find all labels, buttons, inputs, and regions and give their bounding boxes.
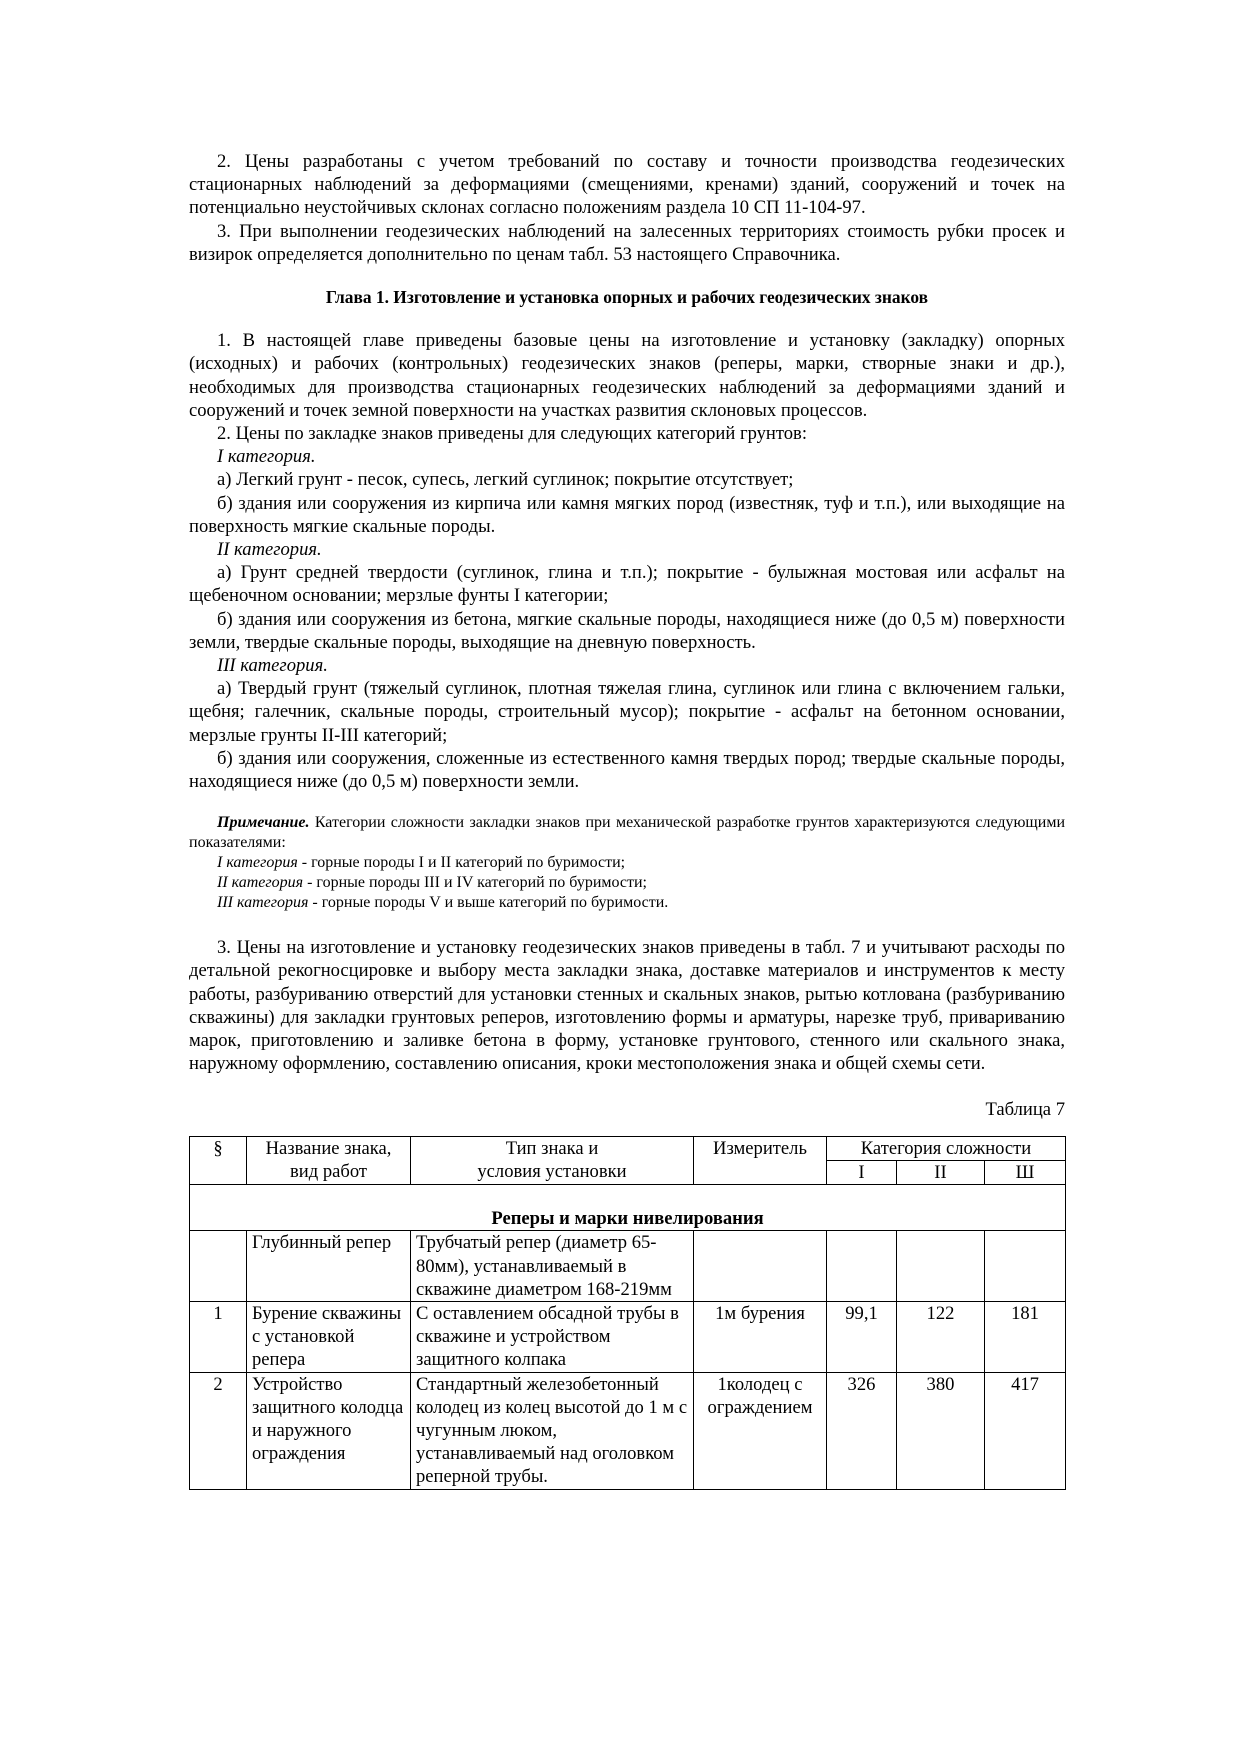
table-caption: Таблица 7 — [985, 1098, 1065, 1120]
category-1-item-a: а) Легкий грунт - песок, супесь, легкий суглинок; покрытие отсутствует; — [217, 469, 794, 491]
cell-unit — [694, 1231, 827, 1302]
cell-cat-ii: 380 — [897, 1372, 985, 1489]
cell-num: 2 — [190, 1372, 247, 1489]
header-category: Категория сложности — [827, 1136, 1066, 1160]
header-cat-i: I — [827, 1160, 897, 1184]
cell-type: Трубчатый репер (диаметр 65-80мм), устанавливаемый в скважине диаметром 168-219мм — [411, 1231, 694, 1302]
header-type — [411, 1136, 694, 1184]
note-line-2 — [189, 873, 1065, 893]
cell-cat-iii: 181 — [985, 1301, 1066, 1372]
category-2-item-b: б) здания или сооружения из бетона, мягкие скальные породы, находящиеся ниже (до 0,5 м) поверхности земли, твердые скальные породы, выходящие на дневную поверхность. — [189, 608, 1065, 653]
cell-num — [190, 1231, 247, 1302]
cell-cat-ii: 122 — [897, 1301, 985, 1372]
table-section-row — [190, 1185, 1066, 1231]
chapter-title: Глава 1. Изготовление и установка опорных и рабочих геодезических знаков — [325, 287, 929, 308]
table-row — [190, 1231, 1066, 1302]
note-line-2-category: II категория — [217, 874, 304, 892]
header-name-line-2: вид работ — [289, 1160, 368, 1182]
category-2-label: II категория. — [217, 539, 322, 561]
cell-cat-iii — [985, 1231, 1066, 1302]
document-page — [189, 150, 1065, 1490]
chapter-paragraph-1: 1. В настоящей главе приведены базовые цены на изготовление и установку (закладку) опорных (исходных) и рабочих (контрольных) геодезических знаков (реперы, марки, створные знаки и др.), необходимых для производства стационарных геодезических наблюдений за деформациями зданий и сооружений и точек земной поверхности на участках развития склоновых процессов. — [189, 330, 1065, 421]
cell-name: Глубинный репер — [247, 1231, 411, 1302]
section-title: Реперы и марки нивелирования — [190, 1185, 1066, 1231]
table-row — [190, 1372, 1066, 1489]
note-line-3 — [189, 893, 1065, 913]
note-block — [189, 813, 1065, 913]
cell-cat-iii: 417 — [985, 1372, 1066, 1489]
cell-type: С оставлением обсадной трубы в скважине и устройством защитного колпака — [411, 1301, 694, 1372]
header-name — [247, 1136, 411, 1184]
cell-num: 1 — [190, 1301, 247, 1372]
note-line-2-text: - горные породы III и IV категорий по буримости; — [303, 874, 647, 892]
paragraph-3: 3. Цены на изготовление и установку геодезических знаков приведены в табл. 7 и учитывают расходы по детальной рекогносцировке и выбору места закладки знака, доставке материалов и инструментов к месту работы, разбуриванию отверстий для установки стенных и скальных знаков, рытью котлована (разбуриванию скважины) для закладки грунтовых реперов, изготовлению формы и арматуры, нарезке труб, привариванию марок, приготовлению и заливке бетона в форму, установке грунтового, стенного или скального знака, наружному оформлению, составлению описания, кроки местоположения знака и общей схемы сети. — [189, 937, 1065, 1075]
category-2-item-a: а) Грунт средней твердости (суглинок, глина и т.п.); покрытие - булыжная мостовая или асфальт на щебеночном основании; мерзлые фунты I категории; — [189, 562, 1065, 607]
category-3-label: III категория. — [217, 655, 328, 677]
header-cat-iii: Ш — [985, 1160, 1066, 1184]
header-num: § — [190, 1136, 247, 1184]
cell-unit: 1колодец с ограждением — [694, 1372, 827, 1489]
category-3-item-a: а) Твердый грунт (тяжелый суглинок, плотная тяжелая глина, суглинок или глина с включением гальки, щебня; галечник, скальные породы, строительный мусор); покрытие - асфальт на бетонном основании, мерзлые грунты II-III категорий; — [189, 678, 1065, 746]
chapter-paragraph-2: 2. Цены по закладке знаков приведены для следующих категорий грунтов: — [217, 423, 807, 445]
intro-paragraph-2: 2. Цены разработаны с учетом требований по составу и точности производства геодезических стационарных наблюдений за деформациями (смещениями, кренами) зданий, сооружений и точек на потенциально неустойчивых склонах согласно положениям раздела 10 СП 11-104-97. — [189, 151, 1065, 219]
table-row — [190, 1301, 1066, 1372]
note-line-3-text: - горные породы V и выше категорий по буримости. — [308, 894, 669, 912]
cell-cat-ii — [897, 1231, 985, 1302]
cell-cat-i: 326 — [827, 1372, 897, 1489]
cell-name: Устройство защитного колодца и наружного ограждения — [247, 1372, 411, 1489]
header-name-line-1: Название знака, — [265, 1137, 392, 1159]
note-line-1-text: - горные породы I и II категорий по буримости; — [297, 854, 626, 872]
category-1-label: I категория. — [217, 446, 316, 468]
cell-name: Бурение скважины с установкой репера — [247, 1301, 411, 1372]
note-text: Категории сложности закладки знаков при механической разработке грунтов характеризуются следующими показателями: — [189, 814, 1065, 852]
note-lead: Примечание. — [217, 814, 310, 832]
header-cat-ii: II — [897, 1160, 985, 1184]
header-type-line-1: Тип знака и — [505, 1137, 599, 1159]
intro-paragraph-3: 3. При выполнении геодезических наблюдений на залесенных территориях стоимость рубки просек и визирок определяется дополнительно по ценам табл. 53 настоящего Справочника. — [189, 220, 1065, 265]
cell-type: Стандартный железобетонный колодец из колец высотой до 1 м с чугунным люком, устанавливаемый над оголовком реперной трубы. — [411, 1372, 694, 1489]
table-header-row-1 — [190, 1136, 1066, 1160]
note-line-1 — [189, 853, 1065, 873]
header-type-line-2: условия установки — [477, 1160, 627, 1182]
cell-cat-i: 99,1 — [827, 1301, 897, 1372]
price-table — [189, 1136, 1066, 1490]
cell-cat-i — [827, 1231, 897, 1302]
note-paragraph — [189, 813, 1065, 853]
header-unit: Измеритель — [694, 1136, 827, 1184]
category-1-item-b: б) здания или сооружения из кирпича или камня мягких пород (известняк, туф и т.п.), или выходящие на поверхность мягкие скальные породы. — [189, 492, 1065, 537]
note-line-3-category: III категория — [217, 894, 309, 912]
cell-unit: 1м бурения — [694, 1301, 827, 1372]
note-line-1-category: I категория — [217, 854, 298, 872]
category-3-item-b: б) здания или сооружения, сложенные из естественного камня твердых пород; твердые скальные породы, находящиеся ниже (до 0,5 м) поверхности земли. — [189, 747, 1065, 793]
